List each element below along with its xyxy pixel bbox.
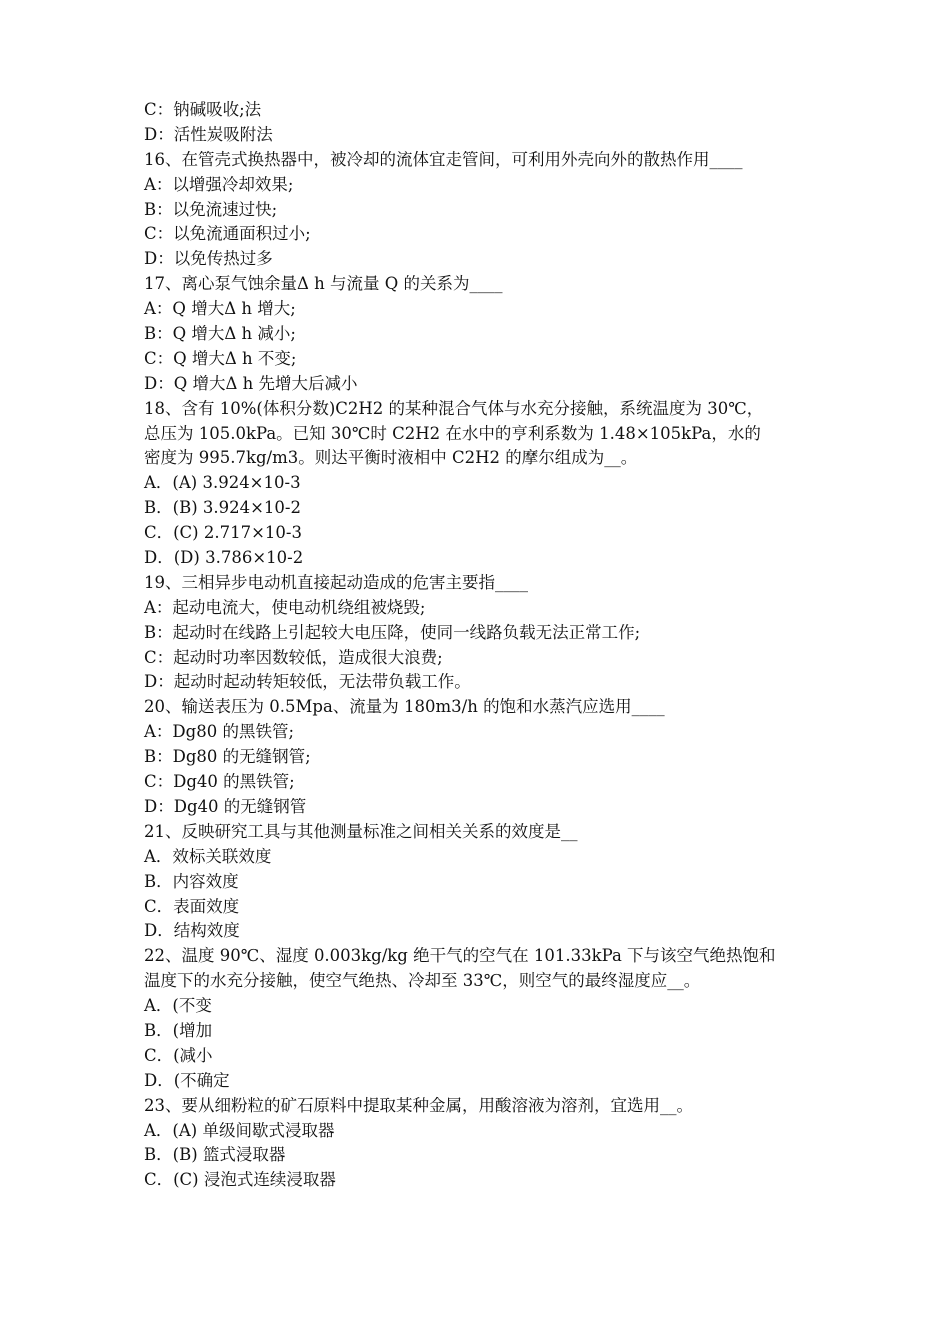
option-c: C．(C) 2.717×10-3 — [144, 523, 302, 543]
option-b: B．(B) 3.924×10-2 — [144, 498, 301, 518]
question-22 — [144, 944, 808, 1093]
option-c: C：Q 增大Δ h 不变; — [144, 348, 297, 368]
option-a: A．(不变 — [144, 996, 212, 1016]
question-23 — [144, 1094, 808, 1194]
document-page — [144, 98, 808, 1193]
option-line: C：钠碱吸收;法 — [144, 100, 262, 119]
option-d: D：Q 增大Δ h 先增大后减小 — [144, 373, 358, 393]
option-b: B：Q 增大Δ h 减小; — [144, 324, 296, 344]
question-21 — [144, 820, 808, 944]
question-16 — [144, 148, 808, 272]
option-c: C：起动时功率因数较低，造成很大浪费; — [144, 647, 443, 667]
option-b: B．(增加 — [144, 1020, 213, 1040]
option-a: A．(A) 3.924×10-3 — [144, 473, 301, 493]
question-stem: 19、三相异步电动机直接起动造成的危害主要指____ — [144, 572, 528, 592]
option-c: C：以免流通面积过小; — [144, 224, 311, 244]
option-c: C．表面效度 — [144, 896, 240, 916]
question-stem: 总压为 105.0kPa。已知 30℃时 C2H2 在水中的亨利系数为 1.48×105kPa，水的 — [144, 423, 761, 443]
option-a: A．效标关联效度 — [144, 846, 272, 866]
question-stem: 温度下的水充分接触，使空气绝热、冷却至 33℃，则空气的最终湿度应__。 — [144, 971, 701, 991]
question-17 — [144, 272, 808, 396]
option-d: D．结构效度 — [144, 921, 240, 941]
option-b: B：以免流速过快; — [144, 199, 278, 219]
question-stem: 16、在管壳式换热器中，被冷却的流体宜走管间，可利用外壳向外的散热作用____ — [144, 149, 743, 169]
option-d: D：以免传热过多 — [144, 249, 273, 269]
option-d: D：Dg40 的无缝钢管 — [144, 796, 307, 816]
option-line: D：活性炭吸附法 — [144, 124, 273, 144]
question-stem: 21、反映研究工具与其他测量标准之间相关关系的效度是__ — [144, 821, 578, 841]
option-a: A：起动电流大，使电动机绕组被烧毁; — [144, 597, 426, 617]
question-stem: 密度为 995.7kg/m3。则达平衡时液相中 C2H2 的摩尔组成为__。 — [144, 448, 638, 468]
option-c: C．(减小 — [144, 1045, 213, 1065]
option-a: A：Q 增大Δ h 增大; — [144, 299, 296, 319]
question-20 — [144, 695, 808, 819]
option-a: A：以增强冷却效果; — [144, 174, 294, 194]
option-a: A：Dg80 的黑铁管; — [144, 722, 295, 742]
question-stem: 18、含有 10%(体积分数)C2H2 的某种混合气体与水充分接触，系统温度为 30℃， — [144, 398, 764, 418]
question-stem: 17、离心泵气蚀余量Δ h 与流量 Q 的关系为____ — [144, 274, 503, 294]
option-a: A．(A) 单级间歇式浸取器 — [144, 1120, 335, 1140]
question-18 — [144, 397, 808, 571]
question-19 — [144, 571, 808, 695]
question-stem: 22、温度 90℃、湿度 0.003kg/kg 绝干气的空气在 101.33kPa 下与该空气绝热饱和 — [144, 946, 776, 966]
option-d: D：起动时起动转矩较低，无法带负载工作。 — [144, 672, 471, 692]
option-b: B．(B) 篮式浸取器 — [144, 1145, 286, 1165]
option-d: D．(不确定 — [144, 1070, 230, 1090]
option-d: D．(D) 3.786×10-2 — [144, 548, 304, 568]
option-b: B：Dg80 的无缝钢管; — [144, 747, 311, 767]
option-b: B．内容效度 — [144, 871, 239, 891]
question-stem: 23、要从细粉粒的矿石原料中提取某种金属，用酸溶液为溶剂，宜选用__。 — [144, 1095, 693, 1115]
option-c: C：Dg40 的黑铁管; — [144, 772, 295, 792]
question-stem: 20、输送表压为 0.5Mpa、流量为 180m3/h 的饱和水蒸汽应选用____ — [144, 697, 665, 717]
option-c: C．(C) 浸泡式连续浸取器 — [144, 1170, 336, 1190]
option-b: B：起动时在线路上引起较大电压降，使同一线路负载无法正常工作; — [144, 622, 641, 642]
